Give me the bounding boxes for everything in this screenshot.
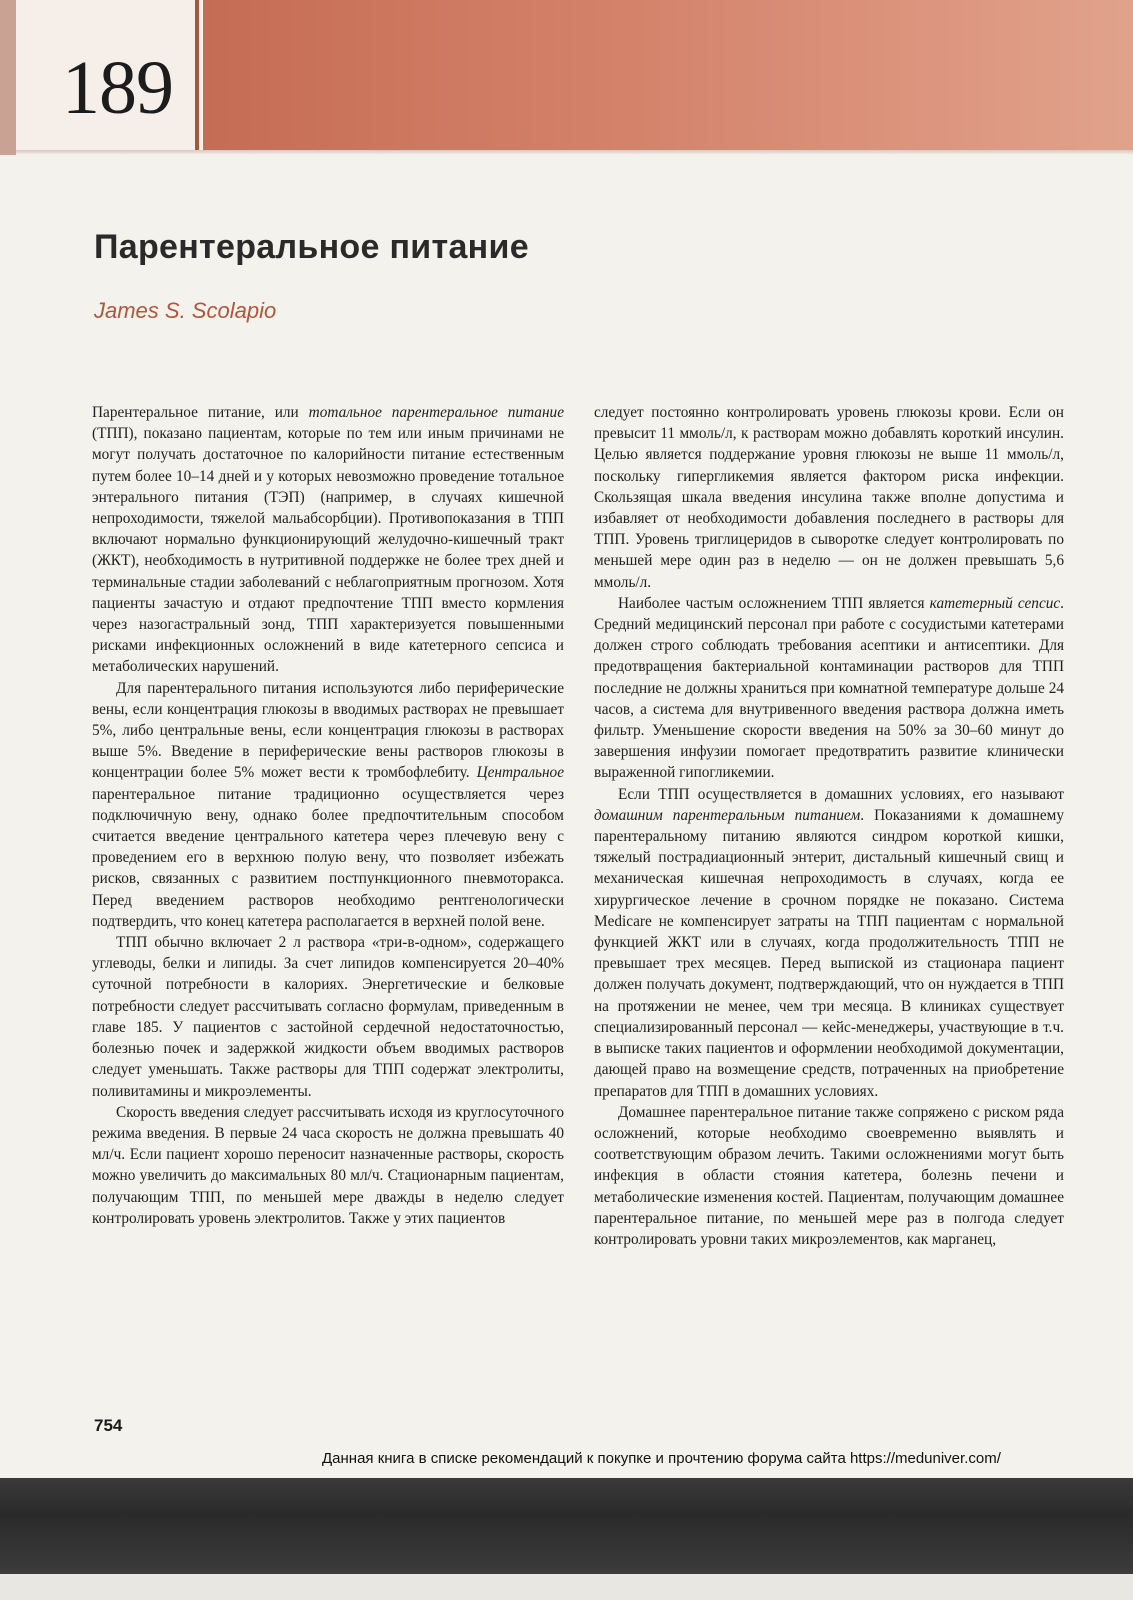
italic-term: тотальное парентеральное питание — [308, 404, 564, 421]
italic-term: домашним парентеральным питанием — [594, 806, 861, 824]
paragraph: Домашнее парентеральное питание также сопряжено с риском ряда осложнений, которые необходимо своевременно выявлять и соответствующим образом лечить. Такими осложнениями могут быть инфекция в области стояния катетера, болезнь печени и метаболические изменения костей. Пациентам, получающим домашнее парентеральное питание, по меньшей мере раз в полгода следует контролировать уровни таких микроэлементов, как марганец, — [594, 1103, 1064, 1248]
page-number: 754 — [94, 1416, 123, 1435]
chapter-number: 189 — [62, 46, 173, 130]
paragraph: Для парентерального питания используются либо периферические вены, если концентрация глюкозы в вводимых растворах не превышает 5%, либо центральные вены, если концентрация глюкозы в растворах выше 5%. Введение в периферические вены растворов глюкозы в концентрации более 5% может вести к тромбофлебиту. Центральное парентеральное питание традиционно осуществляется через подключичную вену, однако более предпочтительным способом считается введение центрального катетера через плечевую вену с проведением его в верхнюю полую вену, что позволяет избежать рисков, связанных с развитием постпункционного пневмоторакса. Перед введением растворов необходимо рентгенологически подтвердить, что конец катетера располагается в верхней полой вене. — [92, 679, 564, 930]
text-column-left — [92, 402, 564, 1229]
header-shadow — [16, 150, 1133, 155]
footer-notice: Данная книга в списке рекомендаций к покупке и прочтению форума сайта https://meduniver.com/ — [322, 1450, 1001, 1467]
chapter-header-band — [0, 0, 1133, 155]
paragraph: Если ТПП осуществляется в домашних условиях, его называют домашним парентеральным питанием. Показаниями к домашнему парентеральному питанию являются синдром короткой кишки, тяжелый пострадиационный энтерит, дистальный кишечный свищ и механическая кишечная непроходимость в случаях, когда ее хирургическое лечение в срочном порядке не показано. Система Medicare не компенсирует затраты на ТПП пациентам с нормальной функцией ЖКТ или в случаях, когда продолжительность ТПП не превышает трех месяцев. Перед выпиской из стационара пациент должен получать документ, подтверждающий, что он нуждается в ТПП на протяжении не менее, чем три месяца. В клиниках существует специализированный персонал — кейс-менеджеры, участвующие в т.ч. в выписке таких пациентов и оформлении необходимой документации, дающей право на возмещение средств, потраченных на приобретение препаратов для ТПП в домашних условиях. — [594, 785, 1064, 1100]
scan-bottom-edge — [0, 1574, 1133, 1600]
italic-term: катетерный сепсис — [929, 594, 1061, 612]
paragraph: Скорость введения следует рассчитывать исходя из круглосуточного режима введения. В первые 24 часа скорость не должна превышать 40 мл/ч. Если пациент хорошо переносит назначенные растворы, скорость можно увеличить до максимальных 80 мл/ч. Стационарным пациентам, получающим ТПП, по меньшей мере дважды в неделю следует контролировать уровень электролитов. Также у этих пациентов — [92, 1103, 564, 1227]
header-color-band — [203, 0, 1133, 150]
paragraph: Наиболее частым осложнением ТПП является катетерный сепсис. Средний медицинский персонал при работе с сосудистыми катетерами должен строго соблюдать требования асептики и антисептики. Для предотвращения бактериальной контаминации растворов для ТПП последние не должны храниться при комнатной температуре дольше 24 часов, а система для внутривенного введения раствора должна иметь фильтр. Уменьшение скорости введения на 50% за 30–60 минут до завершения инфузии помогает предотвратить развитие клинически выраженной гипогликемии. — [594, 594, 1064, 782]
italic-term: Центральное — [476, 764, 564, 782]
chapter-title: Парентеральное питание — [94, 228, 529, 266]
header-left-strip — [0, 0, 16, 155]
paragraph: ТПП обычно включает 2 л раствора «три-в-одном», содержащего углеводы, белки и липиды. За счет липидов компенсируется 20–40% суточной потребности в калориях. Энергетические и белковые потребности следует рассчитывать согласно формулам, приведенным в главе 185. У пациентов с застойной сердечной недостаточностью, болезнью почек и задержкой жидкости объем вводимых растворов следует уменьшать. Также растворы для ТПП содержат электролиты, поливитамины и микроэлементы. — [92, 934, 564, 1100]
text-column-right — [594, 402, 1064, 1250]
paragraph: следует постоянно контролировать уровень глюкозы крови. Если он превысит 11 ммоль/л, к растворам можно добавлять короткий инсулин. Целью является поддержание уровня глюкозы не выше 11 ммоль/л, поскольку гипергликемия является фактором риска инфекции. Скользящая шкала введения инсулина также вполне допустима и избавляет от необходимости добавления последнего в растворы для ТПП. Уровень триглицеридов в сыворотке следует контролировать по меньшей мере один раз в неделю — он не должен превышать 5,6 ммоль/л. — [594, 404, 1064, 591]
paragraph: Парентеральное питание, или тотальное парентеральное питание (ТПП), показано пациентам, которые по тем или иным причинами не могут получать достаточное по калорийности питание естественным путем более 10–14 дней и у которых невозможно проведение тотальное энтерального питания (ТЭП) (например, в случаях кишечной непроходимости, тяжелой мальабсорбции). Противопоказания в ТПП включают нормально функционирующий желудочно-кишечный тракт (ЖКТ), необходимость в нутритивной поддержке не более трех дней и терминальные стадии заболеваний с неблагоприятным прогнозом. Хотя пациенты зачастую и отдают предпочтение ТПП вместо кормления через назогастральный зонд, ТПП характеризуется повышенными рисками инфекционных осложнений в виде катетерного сепсиса и метаболических нарушений. — [92, 404, 564, 676]
chapter-author: James S. Scolapio — [94, 298, 277, 323]
